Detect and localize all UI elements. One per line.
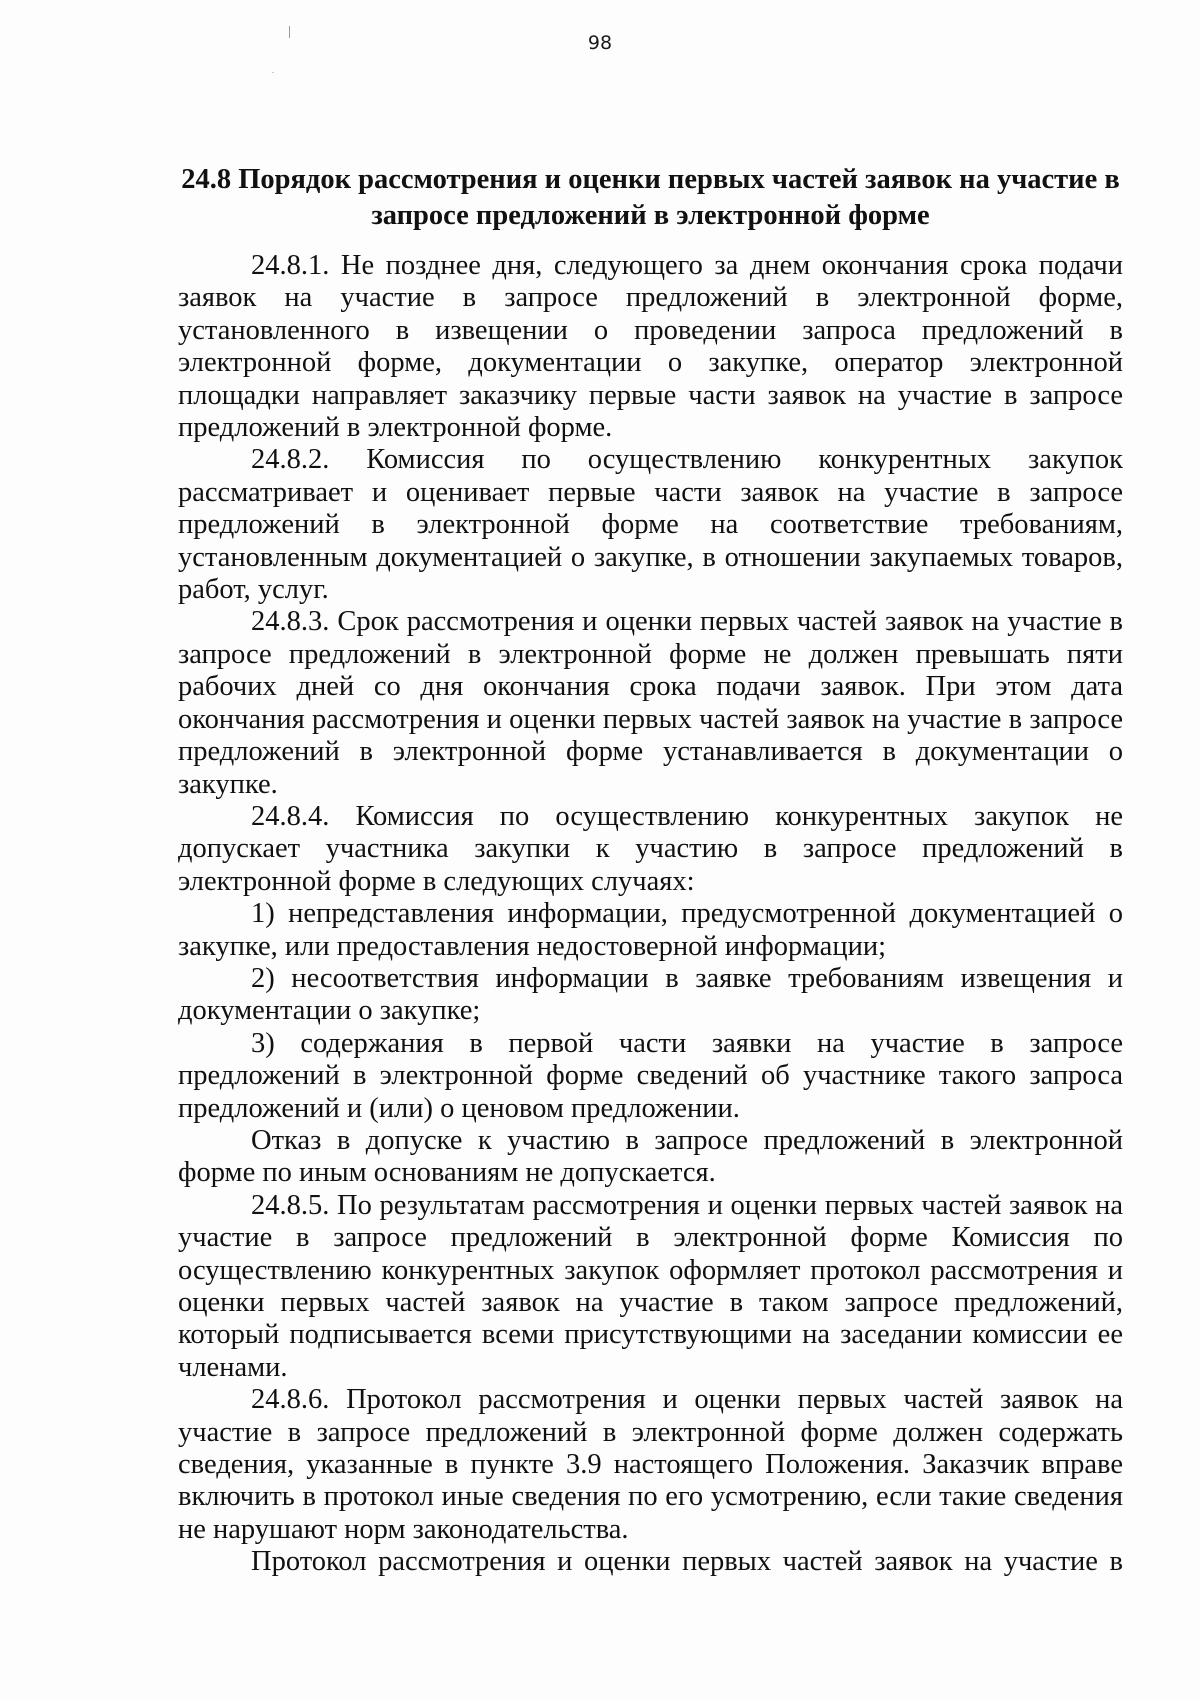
paragraph-24-8-2: 24.8.2. Комиссия по осуществлению конкурентных закупок рассматривает и оценивает первые части заявок на участие в запросе предложений в электронной форме на соответствие требованиям, установленным документацией о закупке, в отношении закупаемых товаров, работ, услуг.: [178, 444, 1123, 606]
paragraph-24-8-4: 24.8.4. Комиссия по осуществлению конкурентных закупок не допускает участника закупки к участию в запросе предложений в электронной форме в следующих случаях:: [178, 800, 1123, 897]
list-item-3: 3) содержания в первой части заявки на участие в запросе предложений в электронной форме сведений об участнике такого запроса предложений и (или) о ценовом предложении.: [178, 1027, 1123, 1124]
list-item-1: 1) непредставления информации, предусмотренной документацией о закупке, или предоставления недостоверной информации;: [178, 898, 1123, 962]
section-heading: 24.8 Порядок рассмотрения и оценки первых частей заявок на участие в запросе предложений в электронной форме: [181, 164, 1120, 231]
paragraph-24-8-6: 24.8.6. Протокол рассмотрения и оценки первых частей заявок на участие в запросе предложений в электронной форме должен содержать сведения, указанные в пункте 3.9 настоящего Положения. Заказчик вправе включить в протокол иные сведения по его усмотрению, если такие сведения не нарушают норм законодательства.: [178, 1384, 1123, 1545]
paragraph-24-8-5: 24.8.5. По результатам рассмотрения и оценки первых частей заявок на участие в запросе предложений в электронной форме Комиссия по осуществлению конкурентных закупок оформляет протокол рассмотрения и оценки первых частей заявок на участие в таком запросе предложений, который подписывается всеми присутствующими на заседании комиссии ее членами.: [178, 1189, 1123, 1383]
list-item-2: 2) несоответствия информации в заявке требованиям извещения и документации о закупке;: [178, 962, 1123, 1027]
scan-artifact: [272, 72, 274, 73]
paragraph-24-8-1: 24.8.1. Не позднее дня, следующего за днем окончания срока подачи заявок на участие в запросе предложений в электронной форме, установленного в извещении о проведении запроса предложений в электронной форме, документации о закупке, оператор электронной площадки направляет заказчику первые части заявок на участие в запросе предложений в электронной форме.: [178, 250, 1123, 444]
paragraph-continued: Протокол рассмотрения и оценки первых частей заявок на участие в: [251, 1546, 1123, 1578]
paragraph-refusal: Отказ в допуске к участию в запросе предложений в электронной форме по иным основаниям не допускается.: [178, 1124, 1123, 1189]
paragraph-24-8-3: 24.8.3. Срок рассмотрения и оценки первых частей заявок на участие в запросе предложений в электронной форме не должен превышать пяти рабочих дней со дня окончания срока подачи заявок. При этом дата окончания рассмотрения и оценки первых частей заявок на участие в запросе предложений в электронной форме устанавливается в документации о закупке.: [178, 606, 1123, 800]
section-body: [178, 162, 1123, 1578]
page-number: 98: [587, 32, 613, 54]
